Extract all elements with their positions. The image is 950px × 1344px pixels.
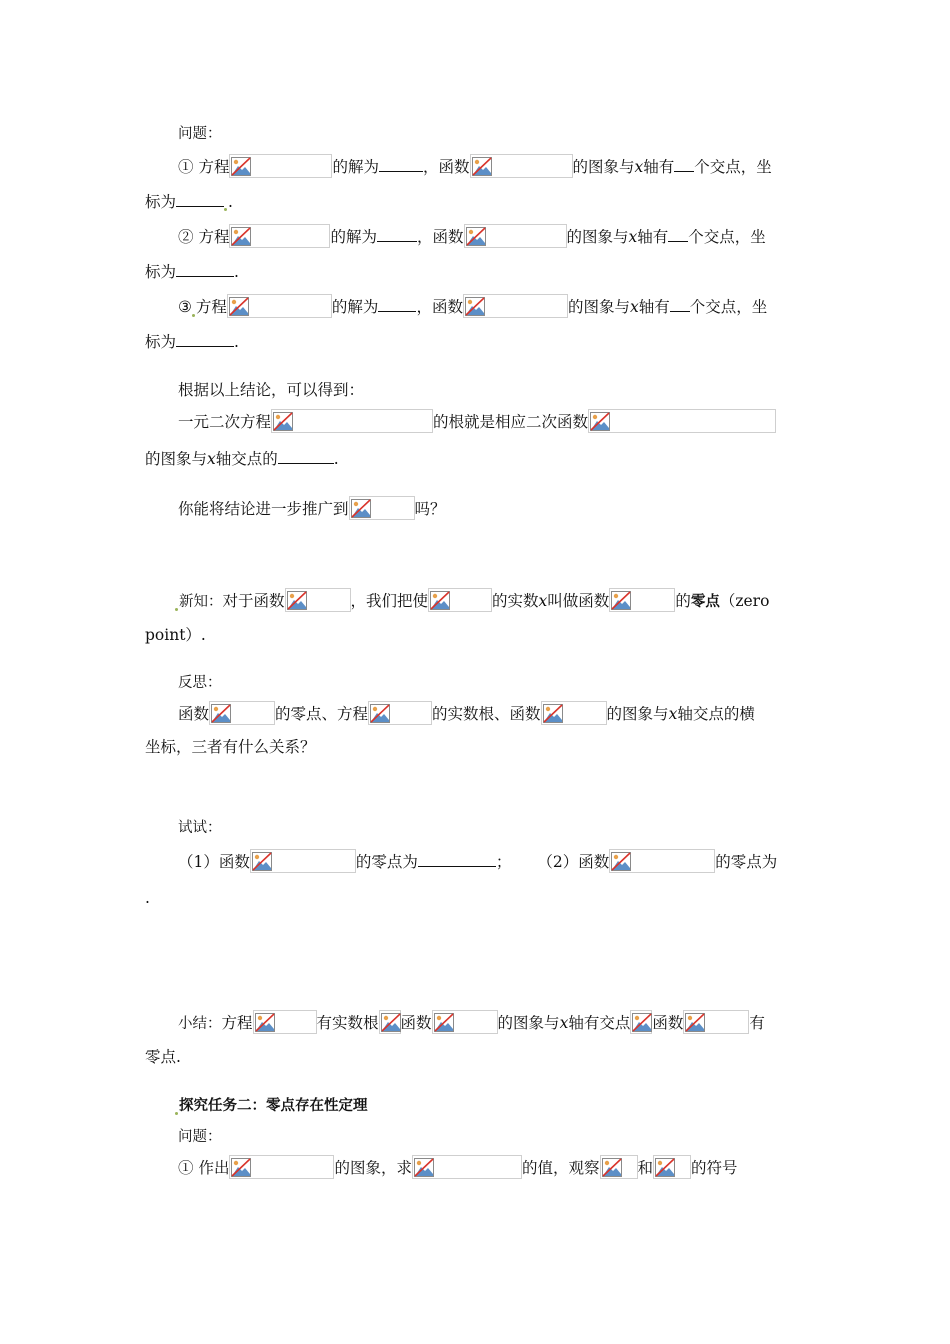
new-knowledge-label: 新知：: [179, 594, 223, 610]
text: 你能将结论进一步推广到: [178, 500, 349, 518]
circled-number: ①: [178, 1159, 194, 1177]
text: 叫做函数: [547, 592, 610, 610]
broken-image-icon: [611, 591, 631, 610]
broken-image-icon: [602, 1158, 622, 1177]
text: 的图象与: [606, 705, 669, 723]
try-line2: .: [145, 889, 150, 907]
function-image: [464, 224, 567, 248]
equation-image: [428, 588, 492, 612]
answer-blank[interactable]: [176, 261, 234, 277]
task2-question-heading: 问题：: [178, 1129, 222, 1145]
new-knowledge-line1: [175, 591, 769, 612]
summary-line1: [178, 1013, 765, 1034]
text: 轴有交点: [568, 1014, 631, 1032]
broken-image-icon: [229, 297, 249, 316]
text: ，函数: [422, 158, 470, 176]
function-image: [588, 409, 776, 433]
text: .: [333, 450, 339, 468]
equation-image: [227, 294, 332, 318]
broken-image-icon: [351, 499, 371, 518]
broken-image-icon: [590, 412, 610, 431]
text: 的零点为: [715, 853, 778, 871]
broken-image-icon: [231, 227, 251, 246]
text: 轴有: [638, 298, 670, 316]
function-image: [470, 154, 573, 178]
text: 作出: [198, 1159, 230, 1177]
text: 一元二次方程: [178, 413, 272, 431]
broken-image-icon: [465, 297, 485, 316]
question-1-line1: [178, 156, 772, 178]
text: 有实数根: [316, 1014, 379, 1032]
value-image: [412, 1155, 522, 1179]
text: 轴交点的: [215, 450, 278, 468]
equation-image: [229, 224, 330, 248]
text: 的根就是相应二次函数: [433, 413, 589, 431]
broken-image-icon: [472, 157, 492, 176]
reflection-label: 反思：: [178, 675, 222, 691]
text: 的零点、方程: [275, 705, 369, 723]
try-label: 试试：: [178, 820, 222, 836]
equivalence-symbol-image: [379, 1010, 401, 1034]
variable-x: x: [559, 1014, 569, 1032]
equivalence-symbol-image: [630, 1010, 652, 1034]
function-image: [683, 1010, 749, 1034]
text: 的: [675, 592, 691, 610]
variable-x: x: [629, 298, 639, 316]
text: （zero: [719, 592, 770, 610]
function-image: [541, 701, 607, 725]
new-knowledge-line2: point）.: [145, 626, 206, 644]
question-2-line1: [178, 226, 766, 248]
function-image: [250, 849, 356, 873]
text: .: [234, 333, 239, 351]
answer-blank[interactable]: [379, 156, 423, 172]
broken-image-icon: [466, 227, 486, 246]
broken-image-icon: [287, 591, 307, 610]
function-image: [609, 849, 715, 873]
text: 的实数根、函数: [432, 705, 541, 723]
reflection-line1: [178, 704, 755, 725]
answer-blank[interactable]: [176, 191, 224, 207]
broken-image-icon: [273, 412, 293, 431]
text: 吗？: [414, 500, 446, 518]
variable-x: x: [207, 450, 216, 468]
text: （1）函数: [178, 853, 250, 871]
variable-x: x: [668, 705, 678, 723]
task2-question-1: [178, 1158, 738, 1179]
text: 对于函数: [222, 592, 285, 610]
task2-title: [175, 1096, 368, 1116]
marker-dot: [175, 608, 178, 611]
answer-blank[interactable]: [674, 156, 694, 172]
text: ；: [495, 853, 512, 871]
text: 方程: [221, 1014, 253, 1032]
answer-blank[interactable]: [278, 448, 334, 464]
answer-blank[interactable]: [377, 226, 417, 242]
try-line1: [178, 851, 777, 873]
text: 轴交点的横: [677, 705, 755, 723]
function-image: [432, 1010, 498, 1034]
text: 函数: [178, 705, 210, 723]
text: 标为: [145, 263, 177, 281]
broken-image-icon: [381, 1013, 401, 1032]
broken-image-icon: [252, 852, 272, 871]
broken-image-icon: [632, 1013, 652, 1032]
text: 的图象与: [567, 298, 630, 316]
broken-image-icon: [414, 1158, 434, 1177]
text: 的图象与: [497, 1014, 560, 1032]
text: 个交点，坐: [688, 228, 766, 246]
marker-dot: [192, 314, 195, 317]
function-image: [463, 294, 568, 318]
function-image: [285, 588, 351, 612]
text: 函数: [400, 1014, 432, 1032]
question-1-line2: [145, 191, 233, 212]
equation-image: [229, 154, 332, 178]
answer-blank[interactable]: [176, 331, 234, 347]
text: .: [228, 193, 233, 211]
equation-image: [271, 409, 433, 433]
circled-number: ①: [178, 158, 194, 176]
text: 的图象，求: [334, 1159, 412, 1177]
text: 的值，观察: [521, 1159, 600, 1177]
text: 函数: [652, 1014, 684, 1032]
text: 的图象与: [572, 158, 635, 176]
answer-blank[interactable]: [670, 296, 690, 312]
variable-x: x: [538, 592, 548, 610]
broken-image-icon: [255, 1013, 275, 1032]
function-image: [229, 1155, 334, 1179]
summary-label: 小结：: [178, 1016, 222, 1032]
text: 的解为: [330, 228, 377, 246]
variable-x: x: [634, 158, 644, 176]
text: 方程: [198, 158, 230, 176]
conclusion-line1: [178, 412, 776, 433]
text: 方程: [195, 298, 227, 316]
question-3-line2: [145, 331, 239, 352]
variable-x: x: [628, 228, 638, 246]
question-2-line2: [145, 261, 239, 282]
value-image: [653, 1155, 691, 1179]
text: 的解为: [332, 158, 379, 176]
text: 个交点，坐: [694, 158, 772, 176]
text: ，我们把使: [350, 592, 429, 610]
circled-number: ②: [178, 228, 194, 246]
text: 标为: [145, 193, 177, 211]
text: （2）函数: [537, 853, 610, 871]
text: 个交点，坐: [689, 298, 768, 316]
function-image: [209, 701, 275, 725]
marker-dot: [175, 1112, 178, 1115]
zero-point-term: 零点: [690, 594, 720, 610]
broken-image-icon: [685, 1013, 705, 1032]
answer-blank[interactable]: [378, 296, 416, 312]
question-heading: 问题：: [178, 126, 222, 142]
text: 的符号: [691, 1159, 738, 1177]
broken-image-icon: [370, 704, 390, 723]
text: ，函数: [416, 228, 464, 246]
broken-image-icon: [655, 1158, 675, 1177]
summary-line2: 零点.: [145, 1048, 181, 1066]
text: 探究任务二：零点存在性定理: [179, 1098, 368, 1114]
text: 轴有: [643, 158, 675, 176]
broken-image-icon: [231, 1158, 251, 1177]
extend-question: [178, 499, 446, 520]
text: 方程: [198, 228, 230, 246]
text: 的零点为: [355, 853, 418, 871]
text: ，函数: [416, 298, 463, 316]
reflection-line2: 坐标，三者有什么关系？: [145, 738, 316, 756]
text: 轴有: [637, 228, 669, 246]
text: 和: [637, 1159, 654, 1177]
broken-image-icon: [611, 852, 631, 871]
marker-dot: [224, 208, 227, 211]
equation-image: [368, 701, 432, 725]
text: 标为: [145, 333, 177, 351]
conclusion-line2: [145, 448, 339, 469]
function-image: [609, 588, 675, 612]
answer-blank[interactable]: [668, 226, 688, 242]
broken-image-icon: [434, 1013, 454, 1032]
broken-image-icon: [231, 157, 251, 176]
broken-image-icon: [211, 704, 231, 723]
value-image: [600, 1155, 638, 1179]
question-3-line1: [178, 296, 767, 318]
equation-image: [349, 496, 415, 520]
text: 的解为: [331, 298, 379, 316]
text: 有: [749, 1014, 765, 1032]
equation-image: [253, 1010, 317, 1034]
answer-blank[interactable]: [418, 851, 496, 867]
conclusion-lead: 根据以上结论，可以得到：: [178, 381, 365, 399]
text: 的图象与: [145, 450, 208, 468]
broken-image-icon: [430, 591, 450, 610]
circled-number: ③: [178, 298, 192, 316]
broken-image-icon: [543, 704, 563, 723]
text: 的实数: [492, 592, 539, 610]
text: 的图象与: [566, 228, 629, 246]
text: .: [234, 263, 239, 281]
